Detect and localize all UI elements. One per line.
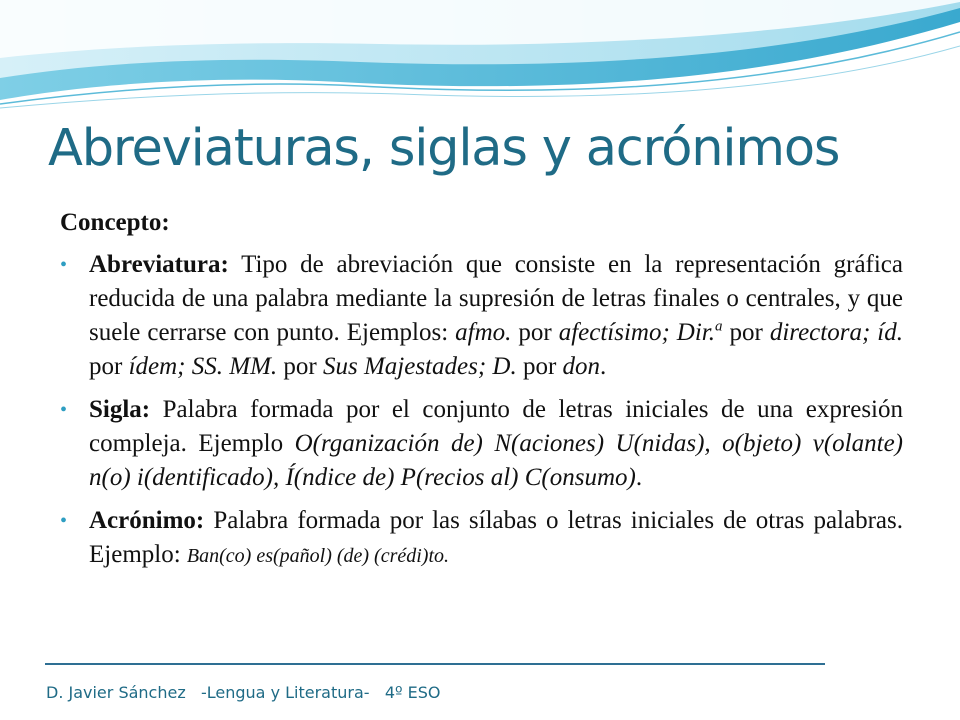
definition-text: Palabra formada por el conjunto de letras iniciales de una expresión compleja. Ejemplo [89,396,903,457]
connector-text: por [722,319,770,346]
end-punctuation: . [600,353,607,380]
example-text: Sus Majestades; D. [322,353,517,380]
example-text: don [562,353,601,380]
definition-acronimo [60,504,903,573]
example-text: ídem; SS. MM. [128,353,278,380]
term-sigla: Sigla: [89,396,151,423]
example-text: Ban(co) es(pañol) (de) (crédi)to. [186,545,450,567]
bullet-icon: • [60,399,68,421]
example-text: afectísimo; Dir. [558,319,716,346]
connector-text: por [277,353,323,380]
connector-text: por [89,353,129,380]
connector-text: por [511,319,559,346]
connector-text: por [516,353,563,380]
bullet-icon: • [60,254,68,276]
example-text: O(rganización de) N(aciones) U(nidas), o(bjeto) v(olante) n(o) i(dentificado), Í(ndice de) P(recios al) C(onsumo) [89,430,903,491]
slide-content [60,206,903,582]
superscript-a: a [715,318,723,335]
example-text: afmo. [455,319,512,346]
definition-list [60,248,903,573]
footer [46,683,440,702]
definition-text: Tipo de abreviación que consiste en la representación gráfica reducida de una palabra mediante la supresión de letras finales o centrales, y que suele cerrarse con punto. Ejemplos: [89,251,903,346]
decorative-wave-header [0,0,960,120]
end-punctuation: . [635,464,643,491]
term-abreviatura: Abreviatura: [89,251,229,278]
footer-divider [45,663,825,665]
footer-author: D. Javier Sánchez [46,683,186,702]
example-text: directora; íd. [769,319,903,346]
footer-subject: -Lengua y Literatura- [200,683,370,702]
definition-sigla [60,393,903,495]
footer-level: 4º ESO [384,683,441,702]
definition-text: Palabra formada por las sílabas o letras iniciales de otras palabras. Ejemplo: [89,507,903,568]
bullet-icon: • [60,510,68,532]
slide-title: Abreviaturas, siglas y acrónimos [48,119,840,178]
definition-abreviatura [60,248,903,384]
term-acronimo: Acrónimo: [89,507,205,534]
section-heading: Concepto: [60,209,170,236]
